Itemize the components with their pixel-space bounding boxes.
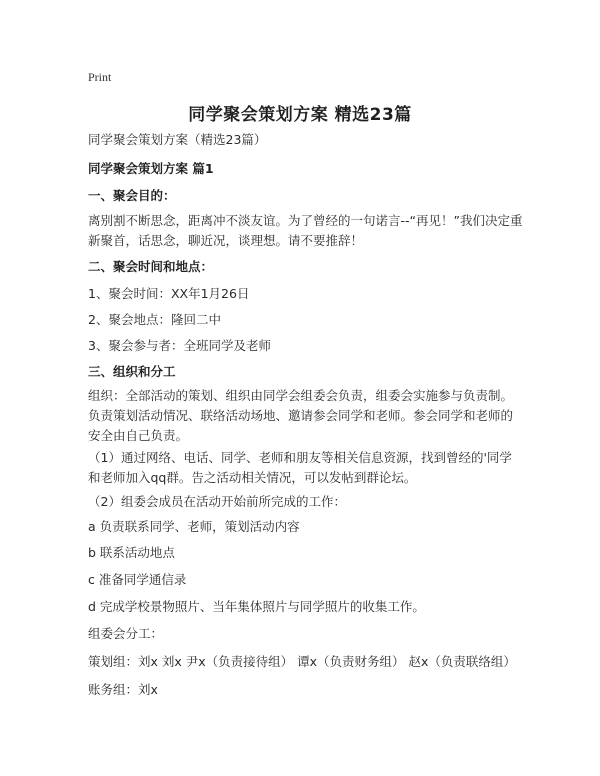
section-heading-purpose: 一、聚会目的： xyxy=(88,188,176,203)
task-item-a: a 负责联系同学、老师，策划活动内容 xyxy=(88,519,300,534)
document-subtitle: 同学聚会策划方案（精选23篇） xyxy=(88,132,267,147)
list-item-participants: 3、聚会参与者：全班同学及老师 xyxy=(88,338,271,353)
article-heading: 同学聚会策划方案 篇1 xyxy=(88,161,214,176)
task-item-c: c 准备同学通信录 xyxy=(88,572,187,587)
section-body-purpose: 离别割不断思念，距离冲不淡友谊。为了曾经的一句诺言--“再见！”我们决定重新聚首，话思念，聊近况，谈理想。请不要推辞！ xyxy=(88,213,523,248)
section-heading-time-place: 二、聚会时间和地点： xyxy=(88,259,214,274)
paragraph-committee-tasks: （2）组委会成员在活动开始前所完成的工作： xyxy=(88,494,346,509)
list-item-place: 2、聚会地点：隆回二中 xyxy=(88,312,221,327)
planning-group: 策划组：刘x 刘x 尹x（负责接待组） 谭x（负责财务组） 赵x（负责联络组） xyxy=(88,654,516,669)
list-item-time: 1、聚会时间：XX年1月26日 xyxy=(88,286,250,301)
task-item-d: d 完成学校景物照片、当年集体照片与同学照片的收集工作。 xyxy=(88,599,425,614)
division-label: 组委会分工： xyxy=(88,626,164,641)
section-heading-organization: 三、组织和分工 xyxy=(88,364,176,379)
accounts-group: 账务组：刘x xyxy=(88,682,158,697)
section-body-organization: 组织：全部活动的策划、组织由同学会组委会负责，组委会实施参与负责制。负责策划活动情况、联络活动场地、邀请参会同学和老师。参会同学和老师的安全由自己负责。 xyxy=(88,388,514,443)
print-label[interactable]: Print xyxy=(88,70,112,84)
paragraph-contact: （1）通过网络、电话、同学、老师和朋友等相关信息资源，找到曾经的'同学和老师加入qq群。告之活动相关情况，可以发帖到群论坛。 xyxy=(88,450,512,485)
task-item-b: b 联系活动地点 xyxy=(88,545,175,560)
document-title: 同学聚会策划方案 精选23篇 xyxy=(188,105,412,125)
